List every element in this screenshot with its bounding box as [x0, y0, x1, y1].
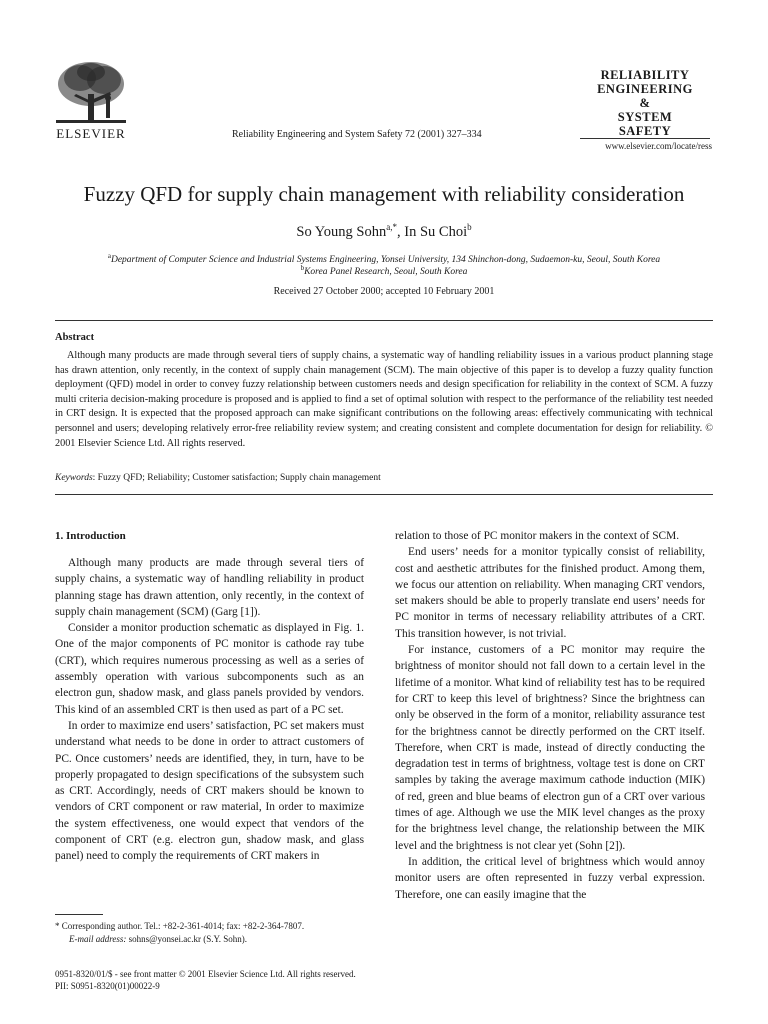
journal-name-line: SAFETY — [618, 124, 672, 138]
paragraph: Although many products are made through several tiers of supply chains, a systematic way of handling reliability in product planning stage has drawn attention, only recently, in the context of supply chain management (SCM) (Garg [1]). — [55, 557, 364, 618]
paragraph: In order to maximize end users’ satisfaction, PC set makers must understand what needs to be done in order to attract customers of PC. Once customers’ needs are identified, they, in turn, have to be properly propagated to design specifications of the subsystem such as CRT. Accordingly, needs of CRT makers should be known to vendors of CRT component or raw material, In order to maximize the system effectiveness, one would expect that vendors of the component of CRT (e.g. electron gun, shadow mask, and glass panel) need to comply the requirements of CRT makers in — [55, 719, 364, 863]
affiliation-mark: b — [300, 264, 305, 272]
paragraph: For instance, customers of a PC monitor may require the brightness of monitor should not fall down to a certain level in the lifetime of a monitor. What kind of reliability test has to be required for CRT to keep this level of brightness? Since the brightness can only be observed in the form of a monitor, reliability assurance test for the brightness cannot be directly performed on the CRT itself. Therefore, when CRT is made, instead of directly conducting the degradation test in terms of brightness, voltage test is done on CRT samples by taking the average maximum cathode induction (MIK) of red, green and blue beams of electron gun of a CRT over various times of age. Although we use the MIK level changes as the proxy for the brightness level change, the relationship between the MIK level and the brightness is not clear yet (Sohn [2]). — [395, 644, 705, 852]
paragraph: Consider a monitor production schematic as displayed in Fig. 1. One of the major components of PC monitor is cathode ray tube (CRT), which requires numerous processing as well as a series of assembly operation with various subcomponents such as an electron gun, shadow mask, and glass panels provided by vendors. This kind of an assembled CRT is then used as part of a PC set. — [55, 622, 364, 716]
keywords-label: Keywords — [55, 473, 93, 483]
journal-name-line: RELIABILITY — [600, 68, 690, 82]
journal-name-line: SYSTEM — [617, 110, 673, 124]
corresponding-author-note: * Corresponding author. Tel.: +82-2-361-4014; fax: +82-2-364-7807. — [55, 921, 305, 931]
author-name: In Su Choi — [404, 223, 468, 240]
paragraph: In addition, the critical level of brightness which would annoy monitor users are often represented in fuzzy verbal expression. Therefore, one can easily imagine that the — [395, 855, 705, 901]
keywords-separator: : — [92, 473, 98, 483]
author-separator: , — [397, 223, 405, 240]
abstract-bottom-rule — [55, 494, 713, 495]
publisher-name: ELSEVIER — [56, 126, 126, 141]
author-name: So Young Sohn — [296, 223, 387, 240]
author-affiliation-mark: b — [467, 222, 472, 232]
paragraph: End users’ needs for a monitor typically consist of reliability, cost and aesthetic attributes for the finished product. Among them, we focus our attention on reliability. When managing CRT vendors, set makers should be able to properly translate end users’ needs for PC monitor in terms of necessary reliability attributes of a CRT. This transition however, is not trivial. — [395, 546, 705, 640]
paper-title: Fuzzy QFD for supply chain management with reliability consideration — [83, 182, 685, 206]
author-list — [0, 222, 768, 241]
footnote-rule — [55, 914, 103, 915]
journal-url[interactable]: www.elsevier.com/locate/ress — [605, 141, 712, 151]
affiliation-b — [0, 264, 768, 277]
email-line — [55, 933, 375, 946]
received-dates: Received 27 October 2000; accepted 10 February 2001 — [273, 286, 495, 297]
keywords-line — [55, 473, 713, 483]
issn-line: 0951-8320/01/$ - see front matter © 2001 Elsevier Science Ltd. All rights reserved. — [55, 969, 356, 979]
footnote — [55, 920, 375, 946]
email-value: sohns@yonsei.ac.kr (S.Y. Sohn). — [126, 934, 248, 944]
email-label: E-mail address: — [69, 934, 127, 944]
journal-rule — [580, 138, 710, 139]
affiliation-text: Korea Panel Research, Seoul, South Korea — [304, 267, 468, 278]
abstract-top-rule — [55, 320, 713, 321]
front-matter — [55, 968, 356, 992]
section-heading: 1. Introduction — [55, 530, 126, 542]
affiliation-mark: a — [107, 252, 111, 260]
abstract-heading: Abstract — [55, 332, 95, 343]
pii-line: PII: S0951-8320(01)00022-9 — [55, 981, 160, 991]
journal-title-block — [578, 68, 712, 138]
affiliation-text: Department of Computer Science and Industrial Systems Engineering, Yonsei University, 134 Shinchon-dong, Sudaemon-ku, Seoul, South Korea — [110, 255, 661, 266]
journal-reference: Reliability Engineering and System Safety 72 (2001) 327–334 — [232, 129, 482, 140]
keywords-text: Fuzzy QFD; Reliability; Customer satisfaction; Supply chain management — [97, 473, 381, 483]
left-column — [55, 555, 364, 865]
author-affiliation-mark: a,* — [386, 222, 398, 232]
journal-name-line: & — [639, 96, 651, 110]
right-column — [395, 528, 705, 903]
journal-name-line: ENGINEERING — [597, 82, 693, 96]
paragraph-continuation: relation to those of PC monitor makers in the context of SCM. — [395, 530, 680, 542]
abstract-body: Although many products are made through several tiers of supply chains, a systematic way of handling reliability issues in a various product planning stage has drawn attention, only recently, in the context of supply chain management (SCM). The main objective of this paper is to develop a fuzzy quality function deployment (QFD) model in order to convey fuzzy relationship between customers needs and design specification for reliability in the context of SCM. A fuzzy multi criteria decision-making procedure is proposed and is applied to find a set of optimal solution with respect to the performance of the reliability test needed in CRT design. It is expected that the proposed approach can make significant contributions on the following areas: effectively communicating with technical personnel and users; developing relatively error-free reliability review system; and creating consistent and complete documentation for design for reliability. © 2001 Elsevier Science Ltd. All rights reserved. — [55, 350, 713, 449]
